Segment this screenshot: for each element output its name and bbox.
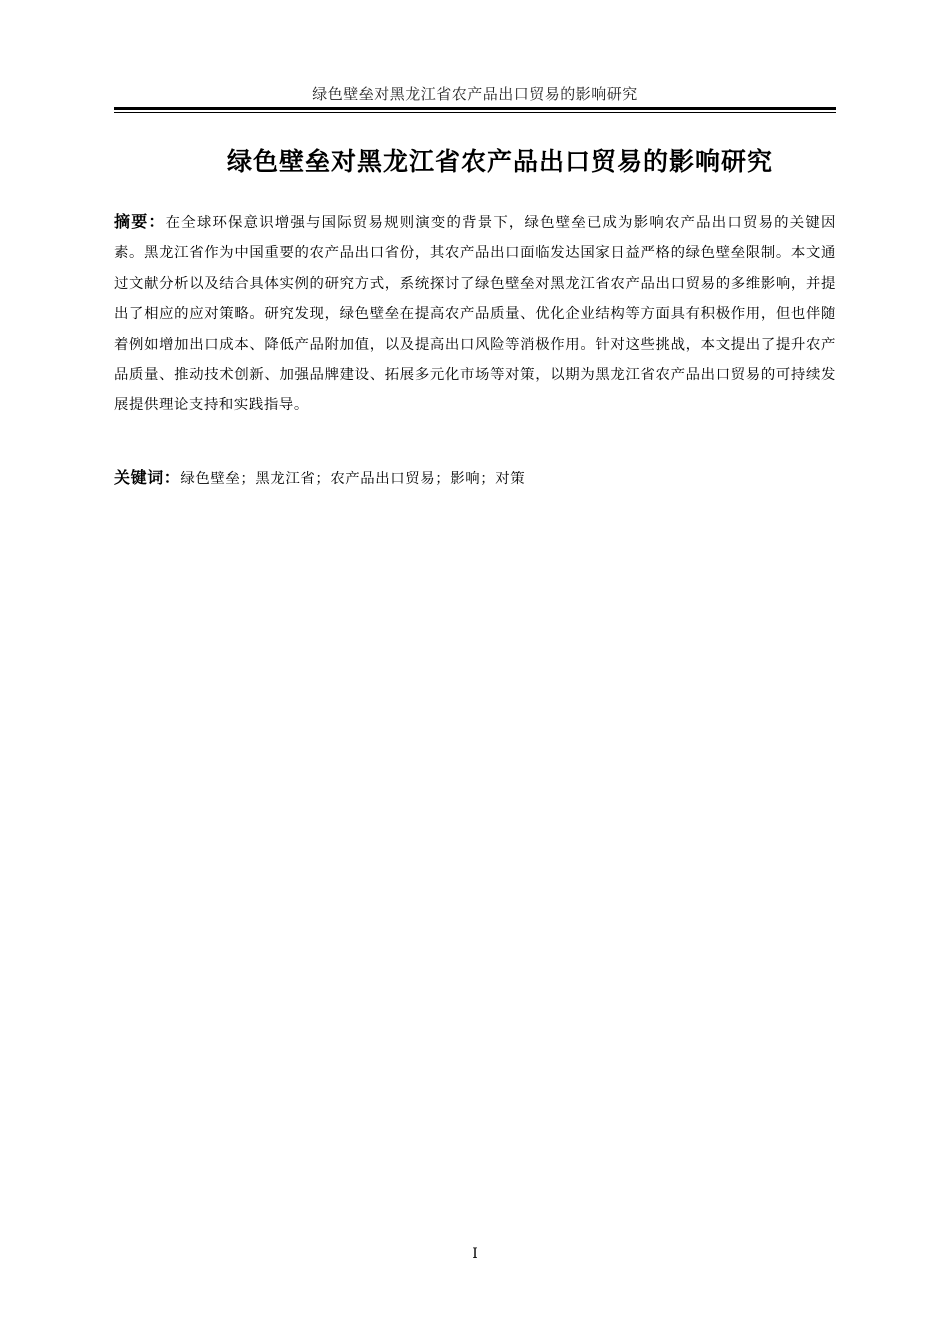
keywords-text: 绿色壁垒；黑龙江省；农产品出口贸易；影响；对策 (180, 471, 526, 487)
abstract-paragraph (114, 207, 836, 421)
header-rule-thin (114, 112, 836, 113)
running-header: 绿色壁垒对黑龙江省农产品出口贸易的影响研究 (312, 85, 638, 103)
keywords-line (114, 463, 836, 494)
document-title: 绿色壁垒对黑龙江省农产品出口贸易的影响研究 (226, 147, 773, 176)
header-rule-thick (114, 107, 836, 110)
abstract-label: 摘要： (114, 212, 166, 231)
page-number: I (472, 1246, 478, 1262)
keywords-label: 关键词： (114, 468, 181, 487)
abstract-text: 在全球环保意识增强与国际贸易规则演变的背景下，绿色壁垒已成为影响农产品出口贸易的关键因素。黑龙江省作为中国重要的农产品出口省份，其农产品出口面临发达国家日益严格的绿色壁垒限制。本文通过文献分析以及结合具体实例的研究方式，系统探讨了绿色壁垒对黑龙江省农产品出口贸易的多维影响，并提出了相应的应对策略。研究发现，绿色壁垒在提高农产品质量、优化企业结构等方面具有积极作用，但也伴随着例如增加出口成本、降低产品附加值，以及提高出口风险等消极作用。针对这些挑战，本文提出了提升农产品质量、推动技术创新、加强品牌建设、拓展多元化市场等对策，以期为黑龙江省农产品出口贸易的可持续发展提供理论支持和实践指导。 (114, 215, 836, 414)
